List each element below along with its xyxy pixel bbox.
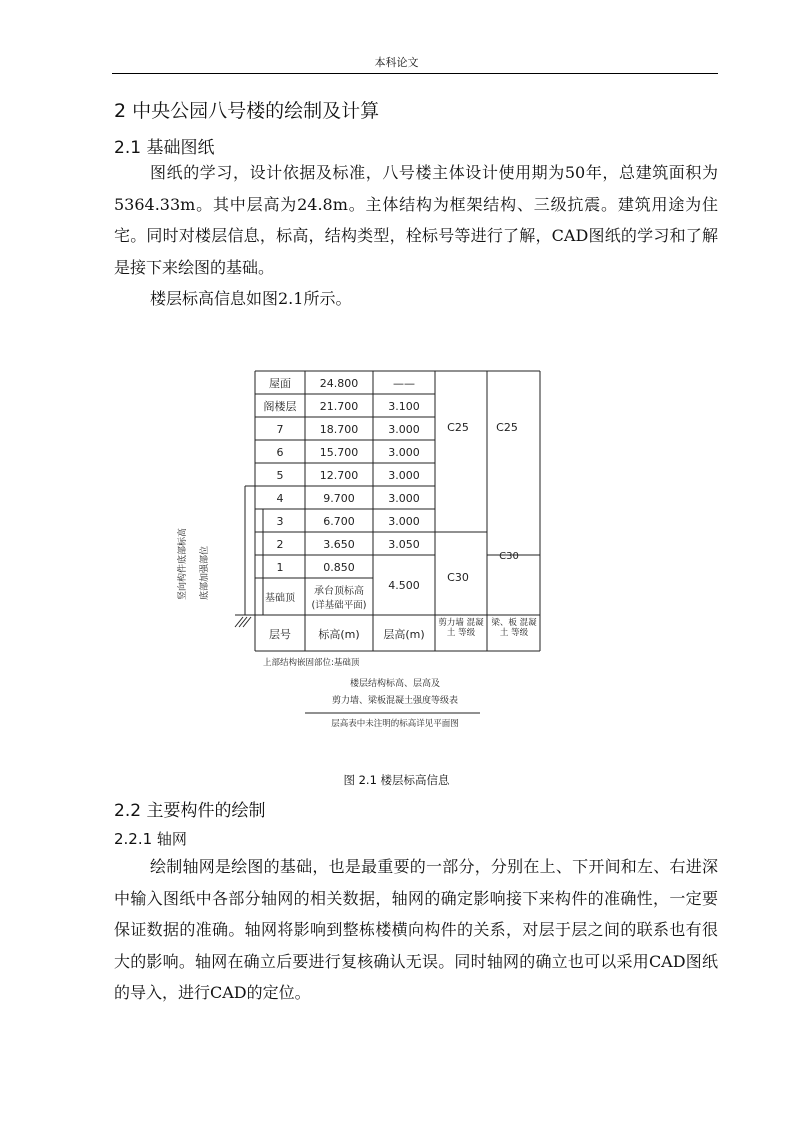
row-elev-6: 6.700 [323,515,355,528]
section-2-2-1-paragraph: 绘制轴网是绘图的基础，也是最重要的一部分，分别在上、下开间和左、右进深中输入图纸中各部分轴网的相关数据，轴网的确定影响接下来构件的准确性，一定要保证数据的准确。轴网将影响到整栋楼横向构件的关系，对层于层之间的联系也有很大的影响。轴网在确立后要进行复核确认无误。同时轴网的确立也可以采用CAD图纸的导入，进行CAD的定位。 [114,857,718,1002]
beam-grade-lower: C30 [499,551,519,562]
row-height-0: —— [393,377,415,390]
row-height-3: 3.000 [388,446,420,459]
row-elev-3: 15.700 [319,446,359,459]
header-rule [112,73,718,74]
row-floor-4: 5 [276,469,284,482]
row-height-5: 3.000 [388,492,420,505]
header-height: 层高(m) [383,628,425,641]
figure-note-1: 上部结构嵌固部位:基础顶 [263,658,360,668]
header-column-grade: 剪力墙 混凝土 等级 [438,618,484,638]
header-floor: 层号 [269,628,291,641]
section-2-1-paragraph-2: 楼层标高信息如图2.1所示。 [150,289,352,308]
section-2-2-1-title: 2.2.1 轴网 [114,830,187,848]
left-label-vertical-members: 竖向构件底部标高 [178,527,188,600]
section-2-1-title: 2.1 基础图纸 [114,138,215,158]
row-height-7: 3.050 [388,538,420,551]
row-elev-note: (详基础平面) [311,600,367,611]
figure-note-2: 楼层结构标高、层高及 [349,679,441,689]
row-floor-7: 2 [276,538,284,551]
row-floor-0: 屋面 [269,377,291,390]
column-grade-lower: C30 [447,571,469,584]
row-elev-0: 24.800 [319,377,359,390]
left-label-strengthening: 底部加强部位 [200,545,210,600]
row-floor-2: 7 [276,423,284,436]
row-elev-5: 9.700 [323,492,355,505]
row-elev-2: 18.700 [319,423,359,436]
figure-note-4: 层高表中未注明的标高详见平面图 [331,719,459,729]
beam-grade-upper: C25 [496,421,518,434]
floor-elevation-figure [178,365,545,740]
section-2-title: 2 中央公园八号楼的绘制及计算 [114,100,380,122]
row-height-2: 3.000 [388,423,420,436]
row-height-9: 4.500 [388,579,420,592]
header-column-grade-box [437,619,485,651]
row-floor-5: 4 [276,492,284,505]
figure-caption: 图 2.1 楼层标高信息 [343,773,450,787]
figure-note-3: 剪力墙、梁板混凝土强度等级表 [331,696,459,706]
row-height-1: 3.100 [388,400,420,413]
row-floor-1: 阁楼层 [263,400,297,413]
row-elev-9: 承台顶标高 [314,586,364,597]
row-floor-3: 6 [276,446,284,459]
section-2-1-paragraph-1: 图纸的学习，设计依据及标准，八号楼主体设计使用期为50年，总建筑面积为5364.33m。其中层高为24.8m。主体结构为框架结构、三级抗震。建筑用途为住宅。同时对楼层信息，标高，结构类型，栓标号等进行了解，CAD图纸的学习和了解是接下来绘图的基础。 [114,163,718,277]
header-beam-grade-box [489,619,539,651]
row-floor-8: 1 [276,561,284,574]
header-beam-grade: 梁、板 混凝土 等级 [491,618,537,638]
section-2-2-title: 2.2 主要构件的绘制 [114,801,266,821]
header-elev: 标高(m) [318,628,360,641]
row-floor-6: 3 [276,515,284,528]
row-elev-4: 12.700 [319,469,359,482]
running-header: 本科论文 [374,56,419,69]
row-floor-9: 基础顶 [265,593,295,604]
row-height-6: 3.000 [388,515,420,528]
row-elev-7: 3.650 [323,538,355,551]
column-grade-upper: C25 [447,421,469,434]
row-height-4: 3.000 [388,469,420,482]
row-elev-8: 0.850 [323,561,355,574]
row-elev-1: 21.700 [319,400,359,413]
